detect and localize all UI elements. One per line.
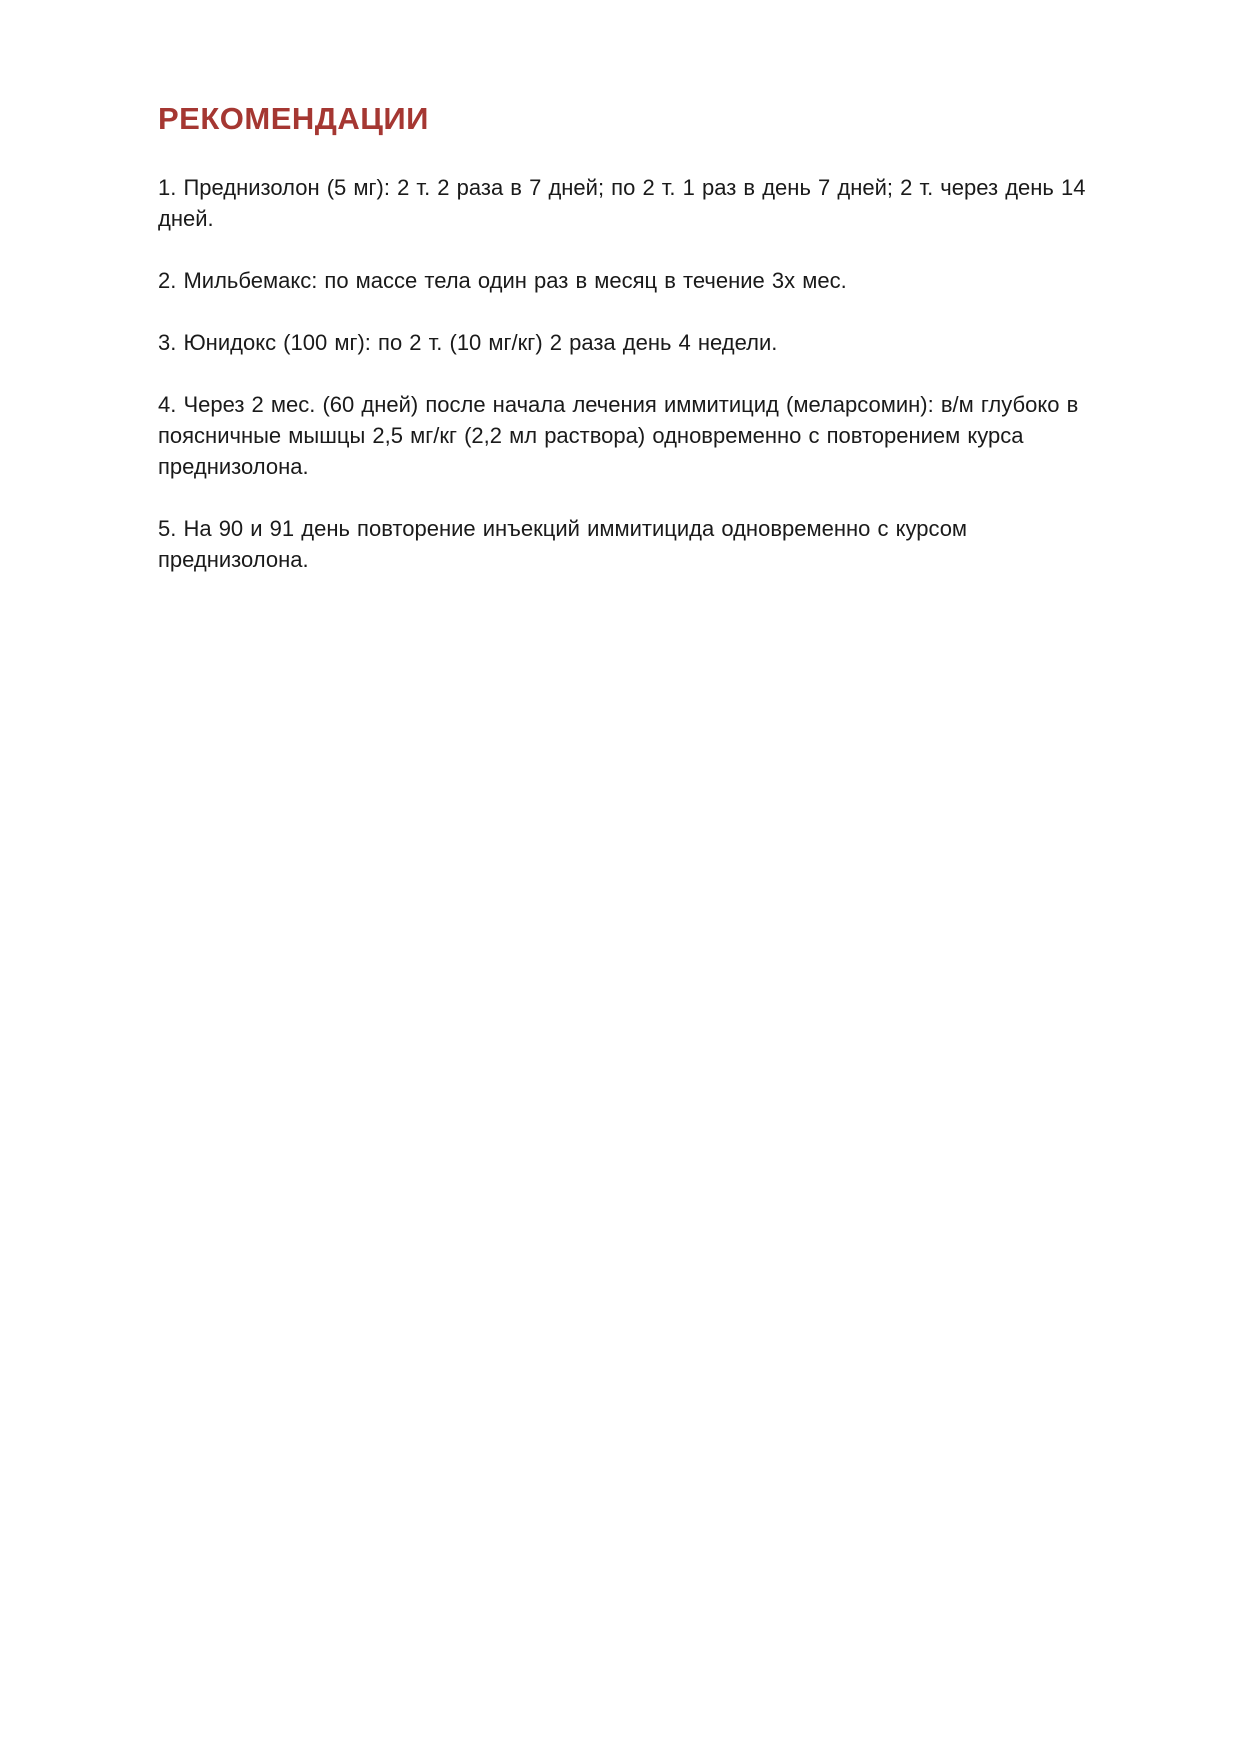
- recommendation-item-1: 1. Преднизолон (5 мг): 2 т. 2 раза в 7 дней; по 2 т. 1 раз в день 7 дней; 2 т. через день 14 дней.: [158, 175, 1086, 231]
- recommendation-item-3: 3. Юнидокс (100 мг): по 2 т. (10 мг/кг) 2 раза день 4 недели.: [158, 330, 778, 355]
- recommendation-item-5: 5. На 90 и 91 день повторение инъекций иммитицида одновременно с курсом преднизолона.: [158, 516, 968, 572]
- recommendation-item-4: 4. Через 2 мес. (60 дней) после начала лечения иммитицид (меларсомин): в/м глубоко в поясничные мышцы 2,5 мг/кг (2,2 мл раствора) одновременно с повторением курса преднизолона.: [158, 392, 1079, 479]
- recommendation-item-2: 2. Мильбемакс: по массе тела один раз в месяц в течение 3х мес.: [158, 268, 847, 293]
- page-title: РЕКОМЕНДАЦИИ: [158, 101, 429, 136]
